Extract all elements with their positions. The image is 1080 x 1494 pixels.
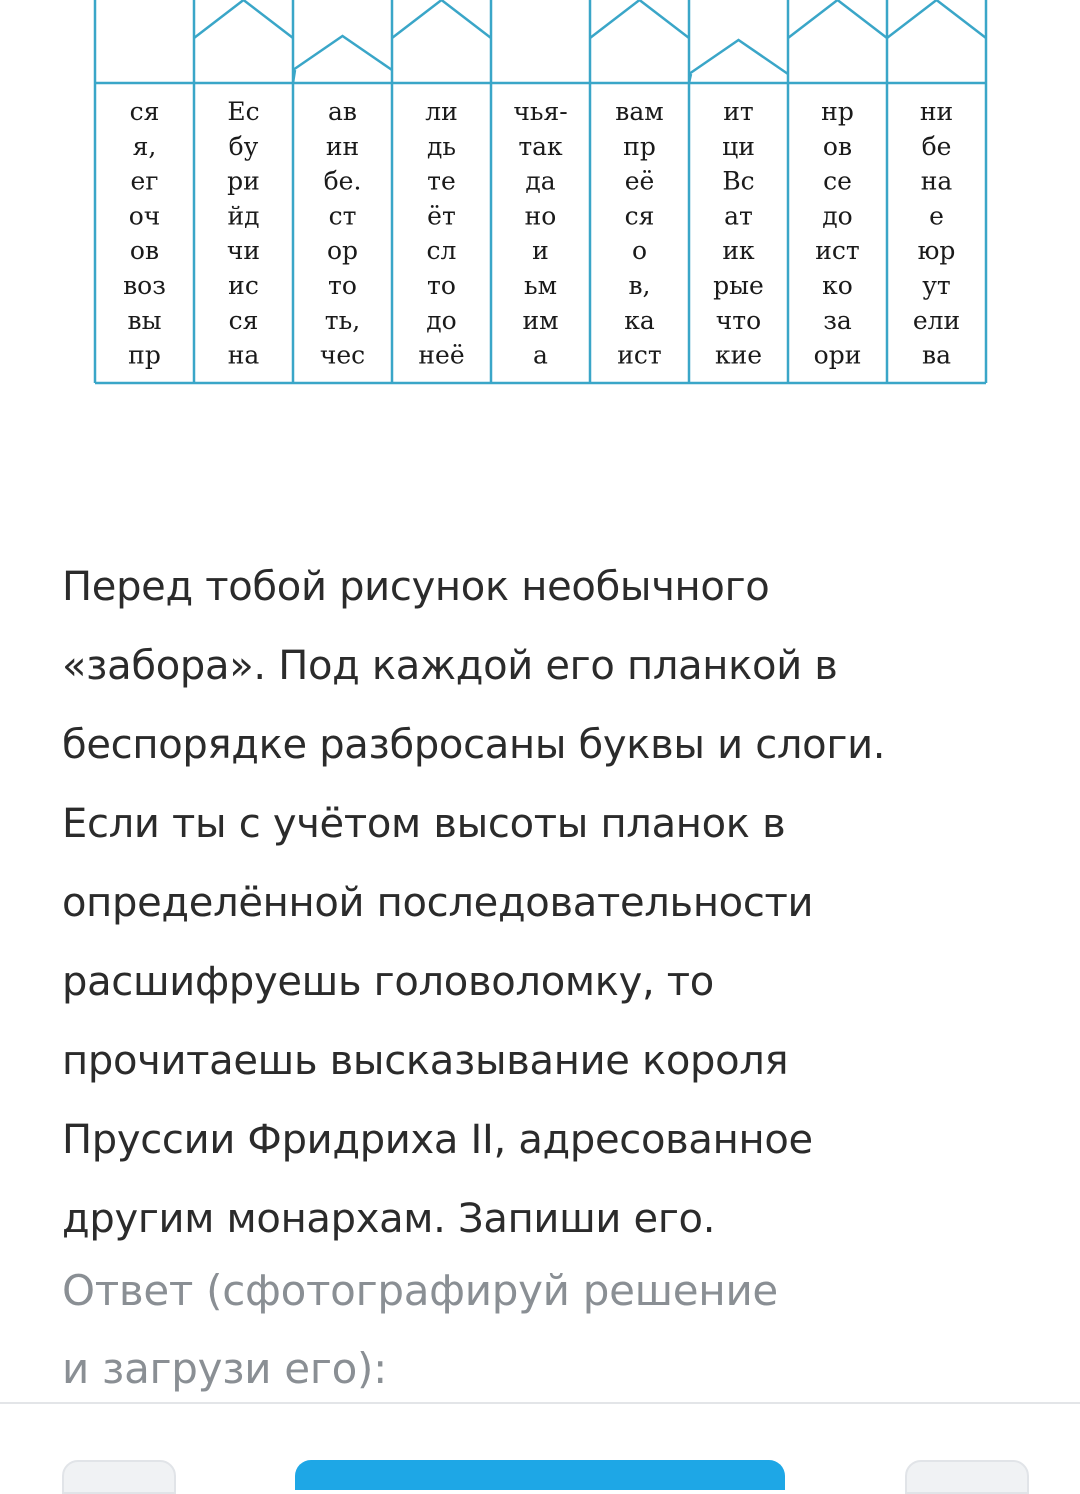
task-line: расшифруешь головоломку, то: [62, 959, 714, 1005]
secondary-button-right[interactable]: [905, 1460, 1029, 1494]
fence-cell-text: оч: [128, 201, 161, 231]
fence-cell-text: ег: [130, 166, 159, 196]
secondary-button-left[interactable]: [62, 1460, 176, 1494]
task-description: [62, 548, 1052, 1259]
fence-cell-text: те: [427, 166, 456, 196]
upload-button[interactable]: [295, 1460, 785, 1490]
fence-cell-text: пр: [623, 131, 656, 161]
fence-cell-text: но: [524, 201, 557, 231]
fence-cell-text: ист: [815, 236, 860, 266]
fence-cells: [123, 97, 960, 370]
fence-cell-text: ори: [813, 340, 862, 370]
fence-cell-text: нр: [821, 97, 854, 126]
fence-cell-text: чья-: [513, 97, 568, 126]
task-line: другим монархам. Запиши его.: [62, 1196, 716, 1242]
fence-cell-text: ка: [624, 305, 655, 335]
fence-puzzle: [0, 0, 1080, 400]
task-line: «забора». Под каждой его планкой в: [62, 643, 838, 689]
fence-cell-text: сл: [426, 236, 457, 266]
fence-cell-text: так: [518, 131, 563, 161]
fence-cell-text: бе.: [323, 166, 362, 196]
fence-cell-text: ци: [722, 131, 755, 161]
task-line: Перед тобой рисунок необычного: [62, 564, 770, 610]
answer-line: Ответ (сфотографируй решение: [62, 1266, 778, 1315]
fence-cell-text: ин: [325, 131, 360, 161]
fence-cell-text: ис: [228, 271, 259, 300]
fence-cell-text: что: [715, 305, 762, 335]
fence-cell-text: ни: [919, 97, 954, 126]
fence-cell-text: до: [822, 201, 853, 231]
fence-cell-text: кие: [714, 340, 763, 370]
answer-prompt: [62, 1252, 1052, 1408]
task-line: определённой последовательности: [62, 880, 814, 926]
task-line: Пруссии Фридриха II, адресованное: [62, 1117, 813, 1163]
task-line: Если ты с учётом высоты планок в: [62, 801, 786, 847]
fence-cell-text: вам: [615, 97, 664, 126]
fence-cell-text: о: [631, 236, 648, 266]
fence-cell-text: её: [624, 166, 655, 196]
fence-cell-text: на: [227, 340, 260, 370]
fence-cell-text: йд: [227, 201, 260, 231]
fence-cell-text: се: [823, 166, 852, 196]
fence-cell-text: ся: [228, 305, 259, 335]
fence-cell-text: ов: [129, 236, 160, 266]
fence-cell-text: вы: [127, 305, 162, 335]
fence-cell-text: дь: [426, 131, 457, 161]
divider: [0, 1402, 1080, 1404]
fence-cell-text: пр: [128, 340, 161, 370]
fence-cell-text: ов: [822, 131, 853, 161]
fence-cell-text: ик: [722, 236, 755, 266]
fence-cell-text: а: [533, 340, 548, 370]
fence-cell-text: за: [823, 305, 852, 335]
fence-cell-text: ист: [617, 340, 662, 370]
fence-cell-text: рые: [713, 271, 764, 300]
fence-plank-top: [590, 0, 689, 38]
fence-cell-text: им: [522, 305, 559, 335]
fence-cell-text: я,: [132, 131, 157, 161]
fence-cell-text: да: [525, 166, 556, 196]
fence-cell-text: ит: [723, 97, 754, 126]
fence-cell-text: ьм: [523, 271, 558, 300]
fence-cell-text: Ес: [227, 97, 260, 126]
fence-cell-text: на: [920, 166, 953, 196]
answer-line: и загрузи его):: [62, 1344, 387, 1393]
fence-plank-top: [689, 40, 788, 74]
fence-plank-top: [392, 0, 491, 38]
fence-cell-text: ут: [922, 271, 951, 300]
fence-cell-text: ав: [328, 97, 357, 126]
fence-cell-text: ст: [328, 201, 357, 231]
fence-cell-text: бе: [921, 131, 952, 161]
task-line: беспорядке разбросаны буквы и слоги.: [62, 722, 886, 768]
fence-cell-text: то: [427, 271, 456, 300]
fence-cell-text: ри: [227, 166, 260, 196]
fence-plank-top: [887, 0, 986, 38]
fence-cell-text: ели: [912, 305, 961, 335]
fence-cell-text: ат: [724, 201, 753, 231]
fence-cell-text: ся: [129, 97, 160, 126]
fence-cell-text: чи: [226, 236, 261, 266]
fence-cell-text: ёт: [427, 201, 456, 231]
fence-cell-text: и: [532, 236, 549, 266]
fence-cell-text: воз: [123, 271, 166, 300]
fence-cell-text: ли: [425, 97, 458, 126]
fence-cell-text: юр: [917, 236, 956, 266]
task-line: прочитаешь высказывание короля: [62, 1038, 789, 1084]
fence-cell-text: ва: [922, 340, 951, 370]
fence-cell-text: е: [929, 201, 944, 231]
fence-cell-text: ко: [822, 271, 853, 300]
fence-cell-text: чес: [319, 340, 366, 370]
fence-cell-text: ть,: [324, 305, 361, 335]
fence-cell-text: неё: [418, 340, 465, 370]
fence-plank-top: [293, 36, 392, 70]
fence-cell-text: до: [426, 305, 457, 335]
fence-cell-text: бу: [228, 131, 259, 161]
fence-cell-text: ор: [326, 236, 359, 266]
fence-cell-text: ся: [624, 201, 655, 231]
fence-cell-text: Вс: [722, 166, 755, 196]
fence-cell-text: в,: [628, 271, 651, 300]
fence-plank-top: [788, 0, 887, 38]
fence-cell-text: то: [328, 271, 357, 300]
fence-plank-top: [194, 0, 293, 38]
